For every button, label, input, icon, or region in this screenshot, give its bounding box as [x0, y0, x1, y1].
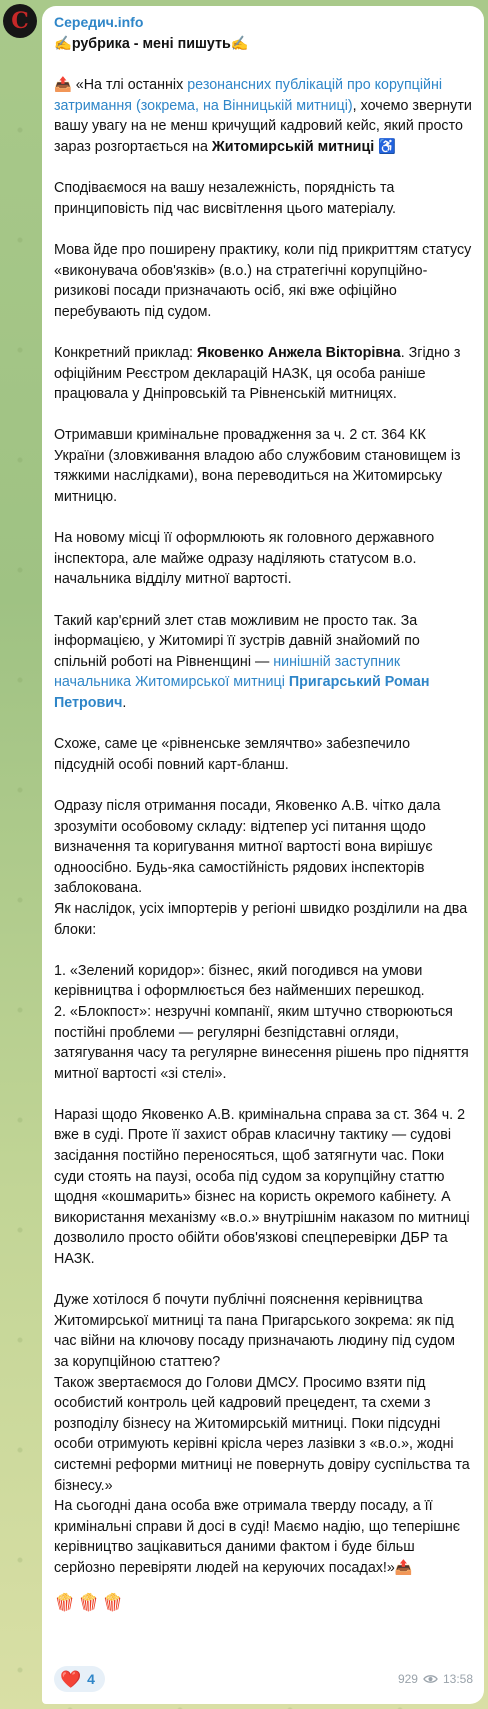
message-footer [54, 1666, 473, 1692]
message-link[interactable]: резонансних публікацій про корупційні затримання (зокрема, на Вінницькій митниці) [54, 77, 447, 114]
channel-avatar[interactable] [3, 4, 37, 38]
avatar-glyph: С [11, 8, 29, 34]
view-count: 929 [397, 1672, 418, 1686]
text-segment: . Згідно з офіційним Реєстром декларацій НАЗК, ця особа раніше працювала у Дніпровській та Рівненській митницях. Отримавши кримінальне провадження за ч. 2 ст. 364 КК України (зловживання владою або службовим становищем із тяжкими наслідками), вона переводиться на Житомирську митницю. На новому місці її оформлюють як головного державного інспектора, але майже одразу наділяють статусом в.о. начальника відділу митної вартості. Такий кар'єрний злет став можливим не просто так. За інформацією, у Житомирі її зустрів давній знайомий по спільній роботі на Рівненщині — [54, 344, 461, 670]
channel-name[interactable]: Середич.info [54, 14, 144, 30]
heart-icon: ❤️ [60, 1669, 82, 1689]
text-segment: , хочемо звернути вашу увагу на не менш кричущий кадровий кейс, який просто зараз розгортається на [54, 97, 476, 155]
emoji-line: 🍿🍿🍿 [54, 1592, 127, 1612]
text-segment: ♿ Сподіваємося на вашу незалежність, порядність та принциповість під час висвітлення цього матеріалу. Мова йде про поширену практику, коли під прикриттям статусу «виконувача обов'язків» (в.о.) на стратегічні корупційно-ризикові посади призначають осіб, які вже офіційно перебувають під судом. Конкретний приклад: [54, 138, 472, 361]
text-segment: ✍️ [54, 36, 72, 52]
reaction-count: 4 [87, 1671, 95, 1687]
reaction-heart-button[interactable] [54, 1666, 105, 1692]
eye-icon [423, 1674, 438, 1684]
bold-text: Яковенко Анжела Вікторівна [196, 344, 401, 361]
message-link[interactable]: Пригарський Роман Петрович [54, 674, 434, 711]
bold-text: Житомирській митниці [211, 138, 375, 155]
message-bubble [42, 6, 484, 1704]
message-meta [398, 1672, 473, 1686]
message-link[interactable]: нинішній заступник начальника Житомирської митниці [54, 653, 405, 691]
message-text [54, 34, 476, 1579]
text-segment: 📤 «На тлі останніх [54, 77, 184, 94]
message-time: 13:58 [442, 1672, 473, 1686]
text-segment: . Схоже, саме це «рівненське землячтво» забезпечило підсудній особі повний карт-бланш. Одразу після отримання посади, Яковенко А.В. чітко дала зрозуміти особовому складу: відтепер усі питання щодо визначення та коригування митної вартості вона вирішує одноосібно. Будь-яка самостійність рядових інспекторів заблокована. Як наслідок, усіх імпортерів у регіоні швидко розділили на два блоки: 1. «Зелений коридор»: бізнес, який погодився на умови керівництва і оформлюється без найменших перешкод. 2. «Блокпост»: незручні компанії, яким штучно створюються постійні проблеми — регулярні безпідставні огляди, затягування часу та регулярне винесення рішень про підняття митної вартості «зі стелі». Наразі щодо Яковенко А.В. кримінальна справа за ст. 364 ч. 2 вже в суді. Проте її захист обрав класичну тактику — судові засідання постійно переносяться, щоб затягнути час. Поки суди стоять на паузі, особа під судом за корупційну статтю щодня «кошмарить» бізнес на користь окремого кабінету. А використання механізму «в.о.» внутрішнім наказом по митниці дозволило просто обійти обов'язкові спецперевірки ДБР та НАЗК. Дуже хотілося б почути публічні пояснення керівництва Житомирської митниці та пана Пригарського зокрема: як під час війни на ключову посаду призначають людину під судом за корупційною статтею? Також звертаємося до Голови ДМСУ. Просимо взяти під особистий контроль цей кадровий прецедент, та схеми з розподілу бізнесу на Житомирській митниці. Поки підсудні особи отримують керівні крісла через лазівки з «в.о.», жодні системні реформи митниці не повернуть довіру суспільства та бізнесу.» На сьогодні дана особа вже отримала тверду посаду, а її кримінальні справи й досі в суді! Маємо надію, що теперішнє керівництво зацікавиться даними фактом і буде більш серйозно перевіряти людей на керуючих посадах!»📤 [54, 695, 470, 1576]
bold-text: рубрика - мені пишуть✍️ [71, 36, 249, 52]
